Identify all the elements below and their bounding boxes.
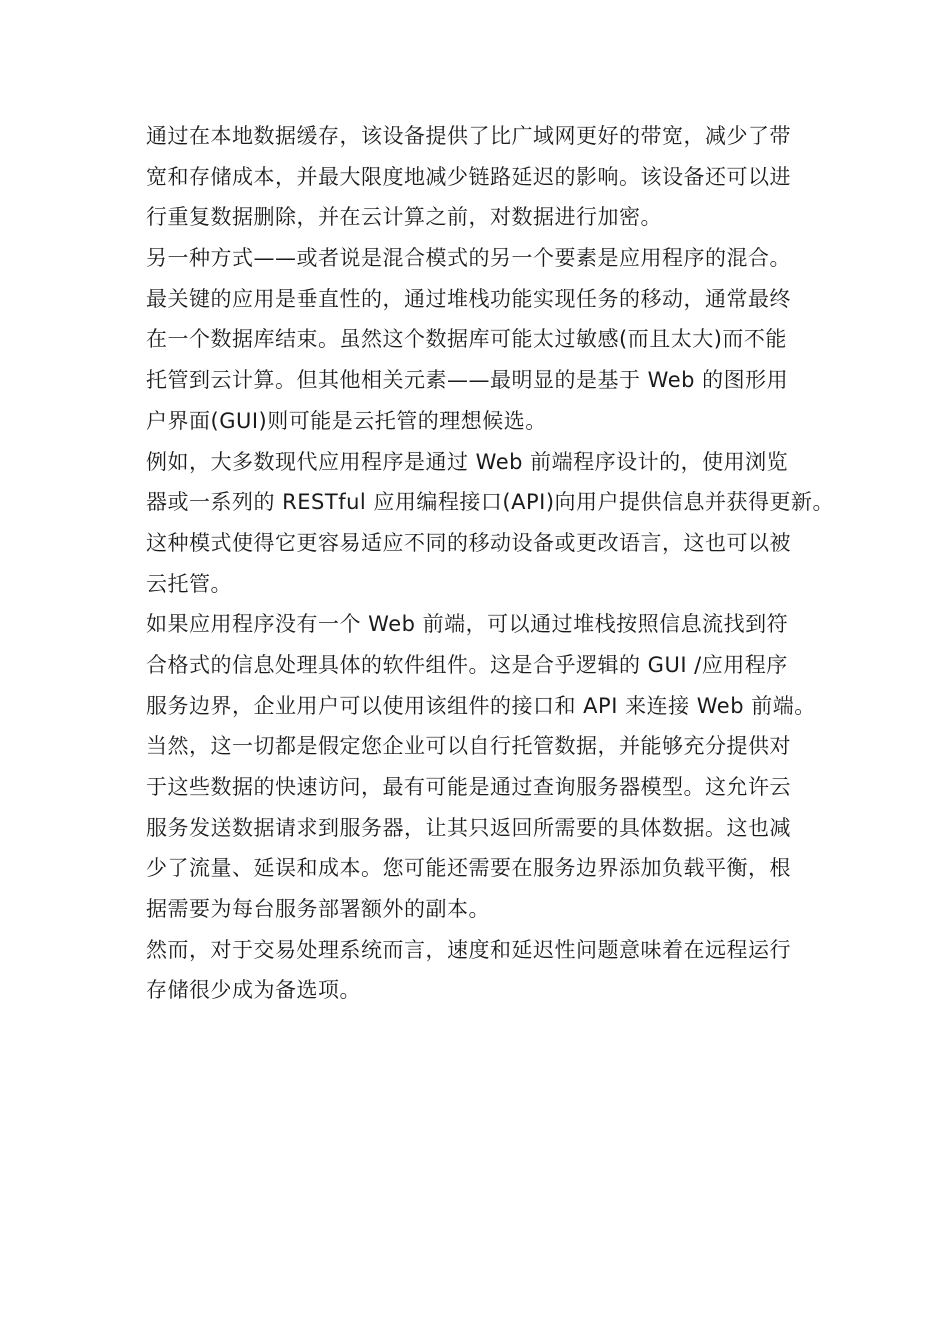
text-line: 行重复数据删除，并在云计算之前，对数据进行加密。 (146, 205, 662, 230)
text-line: 最关键的应用是垂直性的，通过堆栈功能实现任务的移动，通常最终 (146, 286, 791, 311)
text-line: 托管到云计算。但其他相关元素——最明显的是基于 Web 的图形用 (146, 368, 789, 393)
text-line: 服务发送数据请求到服务器，让其只返回所需要的具体数据。这也减 (146, 815, 791, 840)
paragraph-3 (146, 442, 835, 605)
text-line: 合格式的信息处理具体的软件组件。这是合乎逻辑的 GUI /应用程序 (146, 652, 788, 677)
text-line: 器或一系列的 RESTful 应用编程接口(API)向用户提供信息并获得更新。 (146, 490, 835, 515)
text-line: 于这些数据的快速访问，最有可能是通过查询服务器模型。这允许云 (146, 775, 791, 799)
text-line: 少了流量、延误和成本。您可能还需要在服务边界添加负载平衡，根 (146, 856, 791, 881)
text-line: 如果应用程序没有一个 Web 前端，可以通过堆栈按照信息流找到符 (146, 612, 789, 637)
document-body (146, 116, 835, 1011)
text-line: 户界面(GUI)则可能是云托管的理想候选。 (146, 408, 547, 433)
text-line: 通过在本地数据缓存，该设备提供了比广域网更好的带宽，减少了带 (146, 124, 791, 148)
text-line: 在一个数据库结束。虽然这个数据库可能太过敏感(而且太大)而不能 (146, 327, 787, 352)
paragraph-2 (146, 238, 818, 441)
text-line: 例如，大多数现代应用程序是通过 Web 前端程序设计的，使用浏览 (146, 449, 789, 474)
paragraph-1 (146, 116, 818, 238)
text-line: 据需要为每台服务部署额外的副本。 (146, 897, 490, 922)
text-line: 云托管。 (146, 571, 232, 596)
paragraph-4 (146, 604, 818, 726)
text-line: 然而，对于交易处理系统而言，速度和延迟性问题意味着在远程运行 (146, 937, 791, 962)
text-line: 存储很少成为备选项。 (146, 978, 361, 1003)
paragraph-5 (146, 726, 818, 929)
text-line: 这种模式使得它更容易适应不同的移动设备或更改语言，这也可以被 (146, 530, 791, 555)
text-line: 当然，这一切都是假定您企业可以自行托管数据，并能够充分提供对 (146, 734, 791, 759)
text-line: 服务边界，企业用户可以使用该组件的接口和 API 来连接 Web 前端。 (146, 693, 816, 718)
paragraph-6 (146, 930, 818, 1011)
text-line: 另一种方式——或者说是混合模式的另一个要素是应用程序的混合。 (146, 246, 791, 271)
text-line: 宽和存储成本，并最大限度地减少链路延迟的影响。该设备还可以进 (146, 164, 791, 189)
